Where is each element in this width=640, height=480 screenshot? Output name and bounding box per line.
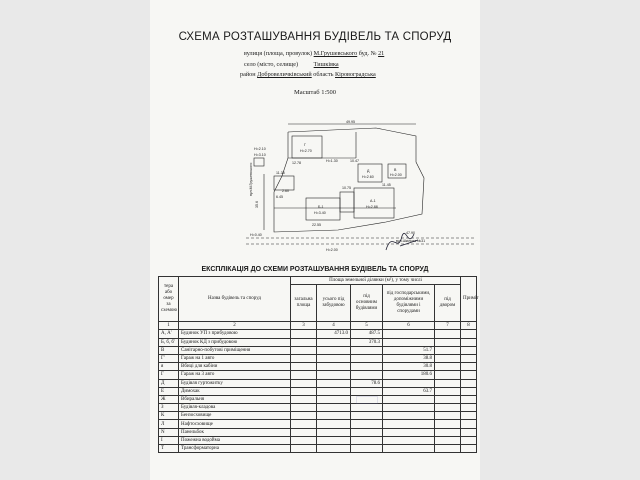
col-area-group-header: Площа земельної ділянки (м²), у тому числі <box>291 277 461 285</box>
row-main <box>351 387 383 395</box>
row-main <box>351 354 383 362</box>
row-name: Гараж на 1 авто <box>179 354 291 362</box>
row-letter: я <box>159 363 179 371</box>
plan-dim-g: 6.45 <box>276 195 283 199</box>
plan-dim-c: 11.45 <box>382 183 391 187</box>
row-main: 487.5 <box>351 330 383 338</box>
row-main <box>351 404 383 412</box>
row-note <box>461 404 477 412</box>
row-note <box>461 346 477 354</box>
row-aux <box>383 428 435 436</box>
row-yard <box>435 346 461 354</box>
row-letter: К <box>159 412 179 420</box>
table-header-row <box>159 277 477 285</box>
row-name: Будинок УП з прибудовою <box>179 330 291 338</box>
row-note <box>461 412 477 420</box>
row-built <box>317 445 351 453</box>
row-aux: 180.6 <box>383 371 435 379</box>
row-aux <box>383 379 435 387</box>
plan-street-label: вул.М.Грушевського <box>249 162 253 196</box>
row-note <box>461 445 477 453</box>
row-yard <box>435 445 461 453</box>
col-letter-header: тера або омер за схемою <box>159 277 179 322</box>
plan-b1-label: Б-1 <box>318 205 324 209</box>
row-built <box>317 436 351 444</box>
row-aux: 38.8 <box>383 354 435 362</box>
row-yard <box>435 330 461 338</box>
table-row <box>159 395 477 403</box>
table-row <box>159 371 477 379</box>
row-letter: І <box>159 436 179 444</box>
row-note <box>461 371 477 379</box>
row-name: Бензосховище <box>179 412 291 420</box>
row-letter: Е <box>159 387 179 395</box>
street-label: вулиця (площа, провулок) <box>244 50 313 57</box>
row-total <box>291 420 317 428</box>
row-total <box>291 412 317 420</box>
region-label: область <box>313 71 334 78</box>
col-number: 6 <box>383 322 435 330</box>
plan-dim-d: 22.55 <box>312 223 321 227</box>
address-street-line <box>244 50 384 57</box>
row-built <box>317 395 351 403</box>
row-built <box>317 387 351 395</box>
plan-a1-height: Н=2.88 <box>366 205 378 209</box>
col-yard-header: під двором <box>435 285 461 322</box>
row-name: Гараж на 3 авто <box>179 371 291 379</box>
plan-b1-height: Н=3.40 <box>314 211 326 215</box>
row-total <box>291 436 317 444</box>
plan-h-bottom2: Н=2.00 <box>326 248 338 252</box>
row-aux <box>383 436 435 444</box>
row-main <box>351 420 383 428</box>
row-note <box>461 428 477 436</box>
row-note <box>461 354 477 362</box>
col-name-header: Назва будівель та споруд <box>179 277 291 322</box>
plan-v-label: В <box>394 168 397 172</box>
row-main <box>351 445 383 453</box>
address-village-line <box>244 61 339 68</box>
row-aux: 51.7 <box>383 346 435 354</box>
row-name: Димохак <box>179 387 291 395</box>
row-aux <box>383 338 435 346</box>
row-built <box>317 354 351 362</box>
table-row <box>159 363 477 371</box>
table-row <box>159 338 477 346</box>
row-total <box>291 363 317 371</box>
row-note <box>461 330 477 338</box>
plan-dim-h: 2.60 <box>282 189 289 193</box>
col-number: 3 <box>291 322 317 330</box>
house-label: буд. № <box>358 50 377 57</box>
region-value: Кіровоградська <box>335 71 376 78</box>
plan-d-label: Д <box>367 169 370 173</box>
plan-top-width: 49.95 <box>346 120 355 124</box>
row-yard <box>435 363 461 371</box>
col-number: 8 <box>461 322 477 330</box>
table-row <box>159 354 477 362</box>
plan-g-height: Н=2.70 <box>300 149 312 153</box>
table-row <box>159 387 477 395</box>
street-value: М.Грушевського <box>313 50 358 57</box>
table-row <box>159 436 477 444</box>
col-note-header: Приміт <box>461 277 477 322</box>
row-name: Будівля-кладова <box>179 404 291 412</box>
table-number-row <box>159 322 477 330</box>
row-total <box>291 387 317 395</box>
row-built <box>317 363 351 371</box>
row-aux <box>383 330 435 338</box>
row-letter: Г <box>159 371 179 379</box>
table-row <box>159 445 477 453</box>
row-built: 4713.0 <box>317 330 351 338</box>
row-name: Нафтосховище <box>179 420 291 428</box>
row-built <box>317 371 351 379</box>
row-yard <box>435 436 461 444</box>
row-name: Вбиральня <box>179 395 291 403</box>
row-yard <box>435 412 461 420</box>
row-letter: А, А' <box>159 330 179 338</box>
table-row <box>159 346 477 354</box>
col-total-header: загальна площа <box>291 285 317 322</box>
row-yard <box>435 395 461 403</box>
row-letter: Л <box>159 420 179 428</box>
row-main <box>351 346 383 354</box>
stamp-mark <box>356 396 378 404</box>
explication-body <box>159 330 477 453</box>
row-total <box>291 404 317 412</box>
row-note <box>461 379 477 387</box>
row-letter: Г' <box>159 354 179 362</box>
row-total <box>291 379 317 387</box>
col-built-header: усього під забудовою <box>317 285 351 322</box>
district-value: Добровеличківський <box>257 71 312 78</box>
row-built <box>317 338 351 346</box>
row-built <box>317 428 351 436</box>
row-letter: Т <box>159 445 179 453</box>
col-number: 7 <box>435 322 461 330</box>
plan-h-left2: Н=2.10 <box>254 147 266 151</box>
row-total <box>291 395 317 403</box>
table-row <box>159 428 477 436</box>
row-main <box>351 371 383 379</box>
plan-street-b-label: вул.Шкільна №31 <box>396 239 426 243</box>
row-main <box>351 412 383 420</box>
house-value: 21 <box>378 50 385 57</box>
row-note <box>461 338 477 346</box>
address-district-line <box>240 71 376 78</box>
row-note <box>461 387 477 395</box>
col-number: 1 <box>159 322 179 330</box>
district-label: район <box>240 71 256 78</box>
scale-label: Масштаб 1:500 <box>293 89 337 96</box>
row-letter: Ж <box>159 395 179 403</box>
col-main-header: під основним будівлями <box>351 285 383 322</box>
row-name: Пожежна водойма <box>179 436 291 444</box>
row-total <box>291 371 317 379</box>
table-row <box>159 420 477 428</box>
plan-v-height: Н=2.00 <box>390 173 402 177</box>
row-name: Панельбок <box>179 428 291 436</box>
plan-h-mid: Н=1.30 <box>326 159 338 163</box>
plan-g-label: Г <box>304 143 306 147</box>
table-row <box>159 412 477 420</box>
row-note <box>461 420 477 428</box>
plan-bottom-dim: 47.90 <box>406 231 415 235</box>
row-yard <box>435 428 461 436</box>
row-total <box>291 338 317 346</box>
table-row <box>159 379 477 387</box>
row-aux <box>383 412 435 420</box>
document-page <box>150 0 480 480</box>
col-number: 4 <box>317 322 351 330</box>
row-built <box>317 420 351 428</box>
site-plan-drawing <box>246 118 476 258</box>
row-yard <box>435 354 461 362</box>
row-yard <box>435 387 461 395</box>
row-note <box>461 436 477 444</box>
row-letter: Д <box>159 379 179 387</box>
row-main: 370.3 <box>351 338 383 346</box>
plan-h-bottom: Н=0.40 <box>250 233 262 237</box>
col-number: 5 <box>351 322 383 330</box>
row-main <box>351 436 383 444</box>
plan-dim-a: 12.78 <box>292 161 301 165</box>
plan-dim-e: 10.75 <box>342 186 351 190</box>
row-name: Трансформаторна <box>179 445 291 453</box>
table-row <box>159 404 477 412</box>
row-note <box>461 363 477 371</box>
row-name: Будинок КД з прибудовою <box>179 338 291 346</box>
row-name: Санітарно-побутові приміщення <box>179 346 291 354</box>
row-built <box>317 346 351 354</box>
row-letter: N <box>159 428 179 436</box>
row-yard <box>435 404 461 412</box>
explication-title: ЕКСПЛІКАЦІЯ ДО СХЕМИ РОЗТАШУВАННЯ БУДІВЕЛЬ ТА СПОРУД <box>201 266 429 273</box>
document-title: СХЕМА РОЗТАШУВАННЯ БУДІВЕЛЬ ТА СПОРУД <box>178 31 452 43</box>
row-total <box>291 428 317 436</box>
plan-a1-label: А-1 <box>370 199 376 203</box>
row-letter: Б, б, б' <box>159 338 179 346</box>
row-aux: 30.8 <box>383 363 435 371</box>
table-row <box>159 330 477 338</box>
plan-left-dim: 35.6 <box>255 201 259 208</box>
row-aux <box>383 445 435 453</box>
row-total <box>291 354 317 362</box>
row-name: Вбиці для кабіни <box>179 363 291 371</box>
row-total <box>291 445 317 453</box>
row-built <box>317 404 351 412</box>
plan-h-left: Н=3.10 <box>254 153 266 157</box>
row-main <box>351 428 383 436</box>
row-aux <box>383 420 435 428</box>
row-letter: В <box>159 346 179 354</box>
row-note <box>461 395 477 403</box>
row-built <box>317 379 351 387</box>
village-label: село (місто, селище) <box>244 61 299 68</box>
row-yard <box>435 338 461 346</box>
signature-mark <box>382 226 422 256</box>
row-built <box>317 412 351 420</box>
row-yard <box>435 420 461 428</box>
plan-dim-b: 10.47 <box>350 159 359 163</box>
row-aux <box>383 404 435 412</box>
row-yard <box>435 379 461 387</box>
row-aux <box>383 395 435 403</box>
col-aux-header: під господарськими, допоміжними будівлями і спорудами <box>383 285 435 322</box>
col-number: 2 <box>179 322 291 330</box>
plan-dim-f: 11.35 <box>276 171 285 175</box>
site-plan <box>246 118 476 258</box>
village-value: Тишківка <box>313 61 339 68</box>
row-name: Будівля гуртожитку <box>179 379 291 387</box>
row-total <box>291 346 317 354</box>
row-main: 78.6 <box>351 379 383 387</box>
row-main <box>351 363 383 371</box>
row-aux: 63.7 <box>383 387 435 395</box>
row-total <box>291 330 317 338</box>
explication-table <box>158 276 477 453</box>
plan-d-height: Н=2.60 <box>362 175 374 179</box>
row-yard <box>435 371 461 379</box>
row-letter: З <box>159 404 179 412</box>
